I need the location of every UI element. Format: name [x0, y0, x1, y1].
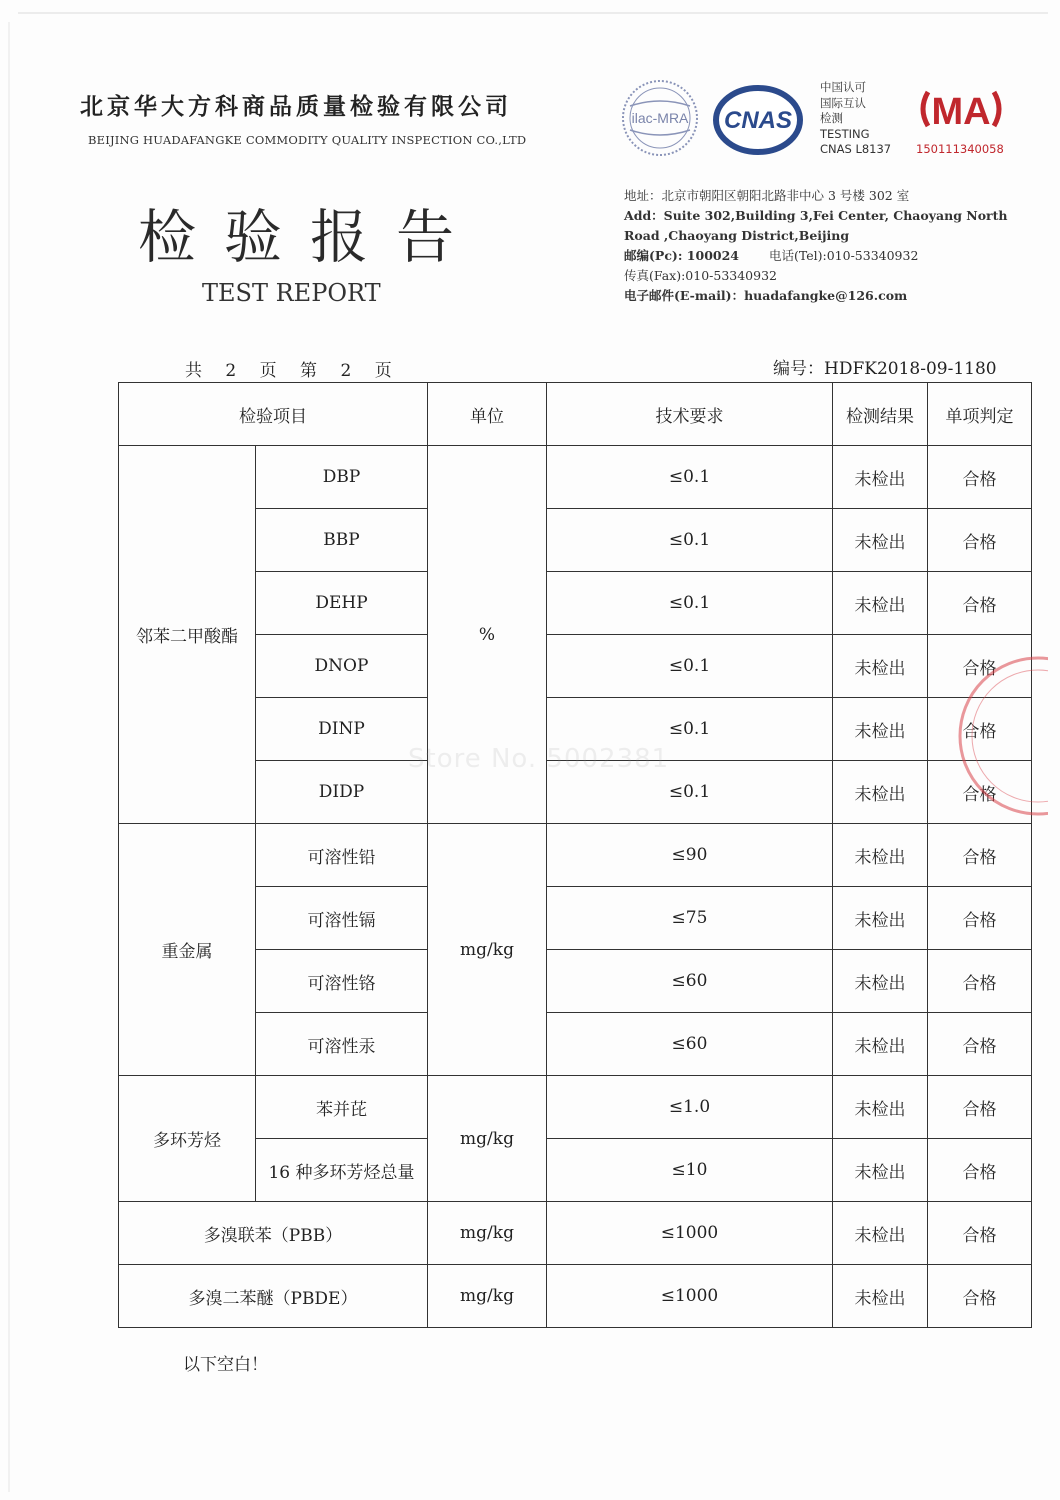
cnas-caption: [820, 80, 891, 158]
table-row: [119, 509, 1032, 572]
result-cell: 未检出: [833, 1139, 928, 1202]
company-name-cn: 北京华大方科商品质量检验有限公司: [80, 93, 512, 120]
ma-text: MA: [931, 91, 991, 132]
result-cell: 未检出: [833, 950, 928, 1013]
header-item: 检验项目: [119, 383, 428, 446]
report-title-cn: 检验报告: [138, 203, 483, 271]
group-name-cell: 邻苯二甲酸酯: [119, 446, 256, 824]
result-cell: 未检出: [833, 572, 928, 635]
cnas-text: CNAS: [723, 107, 793, 134]
result-cell: 未检出: [833, 698, 928, 761]
postcode-tel-line: [624, 246, 1044, 266]
page-info: [185, 356, 408, 381]
certification-logos: [620, 78, 1020, 168]
requirement-cell: ≤0.1: [547, 698, 833, 761]
company-name-en: BEIJING HUADAFANGKE COMMODITY QUALITY INSPECTION CO.,LTD: [88, 133, 527, 147]
judgment-cell: 合格: [928, 761, 1032, 824]
page-total-label: 共: [185, 361, 204, 381]
page-current-label: 第: [300, 361, 320, 381]
group-name-cell: 多环芳烃: [119, 1076, 256, 1202]
page-left-edge: [8, 22, 10, 1492]
unit-cell: mg/kg: [428, 1265, 547, 1328]
requirement-cell: ≤60: [547, 950, 833, 1013]
item-cell: DNOP: [256, 635, 428, 698]
cnas-line: 检测: [820, 111, 843, 125]
result-cell: 未检出: [833, 761, 928, 824]
table-row: [119, 1013, 1032, 1076]
judgment-cell: 合格: [928, 1139, 1032, 1202]
store-watermark: Store No. 5002381: [408, 744, 670, 774]
cnas-line: 中国认可: [820, 80, 866, 94]
result-cell: 未检出: [833, 1013, 928, 1076]
requirement-cell: ≤0.1: [547, 635, 833, 698]
requirement-cell: ≤75: [547, 887, 833, 950]
unit-cell: mg/kg: [428, 1076, 547, 1202]
page-top-edge: [18, 12, 1048, 14]
result-cell: 未检出: [833, 446, 928, 509]
cnas-line: 国际互认: [820, 95, 866, 110]
ma-logo-icon: [916, 86, 1006, 132]
item-cell: DEHP: [256, 572, 428, 635]
cnas-line: CNAS L8137: [820, 142, 892, 156]
judgment-cell: 合格: [928, 446, 1032, 509]
table-row: [119, 950, 1032, 1013]
header-result: 检测结果: [833, 383, 928, 446]
table-body: [119, 446, 1032, 1328]
ilac-mra-logo-icon: [620, 78, 700, 158]
result-cell: 未检出: [833, 887, 928, 950]
unit-cell: %: [428, 446, 547, 824]
item-cell: 多溴联苯（PBB）: [119, 1202, 428, 1265]
judgment-cell: 合格: [928, 1013, 1032, 1076]
judgment-cell: 合格: [928, 509, 1032, 572]
judgment-cell: 合格: [928, 1265, 1032, 1328]
requirement-cell: ≤1000: [547, 1265, 833, 1328]
email: 电子邮件(E-mail)：huadafangke@126.com: [624, 288, 908, 303]
blank-below-note: 以下空白！: [183, 1355, 268, 1375]
table-row: [119, 572, 1032, 635]
item-cell: 可溶性镉: [256, 887, 428, 950]
requirement-cell: ≤0.1: [547, 761, 833, 824]
requirement-cell: ≤0.1: [547, 446, 833, 509]
judgment-cell: 合格: [928, 1076, 1032, 1139]
table-row: [119, 1076, 1032, 1139]
requirement-cell: ≤0.1: [547, 509, 833, 572]
address-line-cn: 地址：北京市朝阳区朝阳北路非中心 3 号楼 302 室: [624, 188, 910, 203]
table-row: [119, 446, 1032, 509]
result-cell: 未检出: [833, 509, 928, 572]
page-total: 2: [225, 361, 239, 381]
cnas-logo-icon: [712, 84, 804, 156]
judgment-cell: 合格: [928, 887, 1032, 950]
requirement-cell: ≤1000: [547, 1202, 833, 1265]
page-label-2: 页: [374, 361, 394, 381]
item-cell: BBP: [256, 509, 428, 572]
item-cell: 可溶性铬: [256, 950, 428, 1013]
result-cell: 未检出: [833, 1202, 928, 1265]
requirement-cell: ≤0.1: [547, 572, 833, 635]
table-row: [119, 887, 1032, 950]
requirement-cell: ≤1.0: [547, 1076, 833, 1139]
report-title-en: TEST REPORT: [202, 279, 381, 307]
page-current: 2: [340, 361, 354, 381]
judgment-cell: 合格: [928, 572, 1032, 635]
judgment-cell: 合格: [928, 950, 1032, 1013]
item-cell: DINP: [256, 698, 428, 761]
telephone: 电话(Tel):010-53340932: [768, 248, 919, 263]
requirement-cell: ≤60: [547, 1013, 833, 1076]
document-number: 编号：HDFK2018-09-1180: [773, 359, 997, 379]
unit-cell: mg/kg: [428, 1202, 547, 1265]
page-label: 页: [259, 361, 279, 381]
item-cell: 多溴二苯醚（PBDE）: [119, 1265, 428, 1328]
test-results-table: [118, 382, 1032, 1328]
judgment-cell: 合格: [928, 1202, 1032, 1265]
cnas-line: TESTING: [820, 126, 870, 141]
judgment-cell: 合格: [928, 698, 1032, 761]
judgment-cell: 合格: [928, 824, 1032, 887]
requirement-cell: ≤90: [547, 824, 833, 887]
address-line-en-2: Road ,Chaoyang District,Beijing: [624, 228, 850, 243]
item-cell: 苯并芘: [256, 1076, 428, 1139]
table-row: [119, 1202, 1032, 1265]
result-cell: 未检出: [833, 824, 928, 887]
address-block: [624, 186, 1044, 306]
unit-cell: mg/kg: [428, 824, 547, 1076]
address-line-en: Add：Suite 302,Building 3,Fei Center, Chaoyang North: [624, 208, 1008, 223]
result-cell: 未检出: [833, 1076, 928, 1139]
header-unit: 单位: [428, 383, 547, 446]
table-header-row: [119, 383, 1032, 446]
requirement-cell: ≤10: [547, 1139, 833, 1202]
item-cell: 16 种多环芳烃总量: [256, 1139, 428, 1202]
item-cell: 可溶性汞: [256, 1013, 428, 1076]
postcode: 邮编(Pc): 100024: [624, 248, 739, 263]
result-cell: 未检出: [833, 635, 928, 698]
item-cell: DIDP: [256, 761, 428, 824]
table-row: [119, 635, 1032, 698]
table-row: [119, 824, 1032, 887]
header-judgment: 单项判定: [928, 383, 1032, 446]
fax: 传真(Fax):010-53340932: [624, 268, 777, 283]
ilac-text: ilac-MRA: [631, 110, 689, 126]
item-cell: 可溶性铅: [256, 824, 428, 887]
judgment-cell: 合格: [928, 635, 1032, 698]
group-name-cell: 重金属: [119, 824, 256, 1076]
table-row: [119, 1265, 1032, 1328]
table-row: [119, 1139, 1032, 1202]
ma-number: 150111340058: [916, 142, 1004, 156]
result-cell: 未检出: [833, 1265, 928, 1328]
header-requirement: 技术要求: [547, 383, 833, 446]
item-cell: DBP: [256, 446, 428, 509]
